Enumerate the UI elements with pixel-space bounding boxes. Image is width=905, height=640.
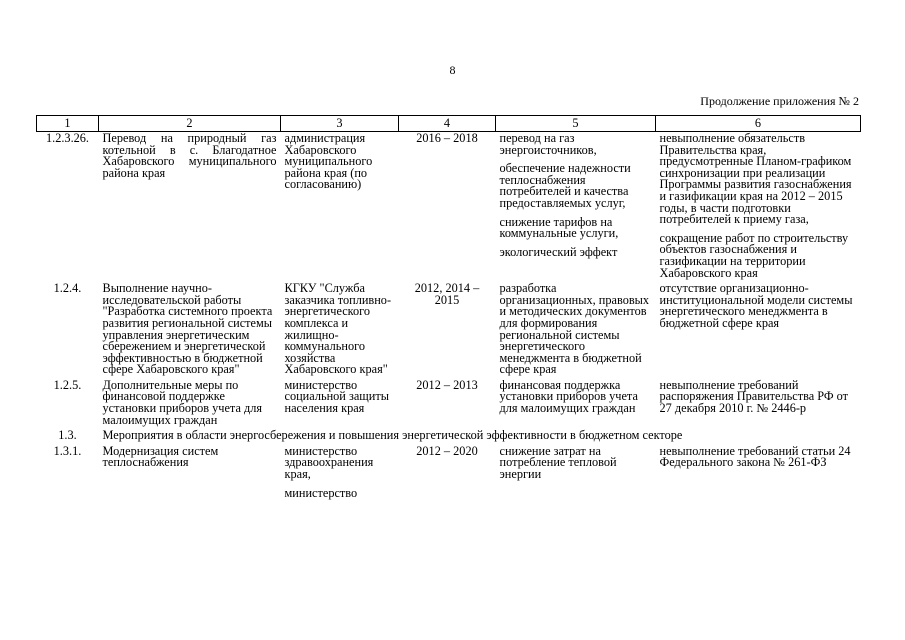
column-header: 5 <box>496 116 656 132</box>
table-row <box>37 132 861 283</box>
column-header: 1 <box>37 116 99 132</box>
consequences-cell <box>656 132 861 283</box>
section-number: 1.3. <box>58 428 77 443</box>
results-cell <box>496 379 656 429</box>
consequence-item: невыполнение требований распоряжения Правительства РФ от 27 декабря 2010 г. № 2446-р <box>659 377 849 416</box>
column-header: 4 <box>399 116 496 132</box>
section-title: Мероприятия в области энергосбережения и повышения энергетической эффективности в бюджетном секторе <box>102 428 683 443</box>
results-cell <box>496 132 656 283</box>
activity-cell: Перевод на природный газ котельной в с. Благодатное Хабаровского муниципального района края <box>102 131 277 180</box>
column-numbers-row <box>37 116 861 132</box>
period-cell: 2012 – 2013 <box>416 377 478 392</box>
result-item: экологический эффект <box>499 244 618 259</box>
results-cell <box>496 445 656 502</box>
consequence-item: сокращение работ по строительству объектов газоснабжения и газификации на территории Хабаровского края <box>659 230 849 280</box>
activity-cell: Модернизация систем теплоснабжения <box>102 443 219 470</box>
column-header: 6 <box>656 116 861 132</box>
consequences-cell <box>656 445 861 502</box>
page-number: 8 <box>449 63 456 77</box>
activity-cell: Выполнение научно-исследовательской работы "Разработка системного проекта развития региональной системы управления энергетическим сбережением и энергетической эффективностью в бюджетной сфере Хабаровского края" <box>102 281 273 377</box>
result-item: разработка организационных, правовых и методических документов для формирования региональной системы энергетического менеджмента в бюджетной сфере края <box>499 281 650 377</box>
section-row <box>37 429 861 445</box>
result-item: снижение затрат на потребление тепловой энергии <box>499 443 617 482</box>
column-header: 3 <box>281 116 399 132</box>
consequence-item: невыполнение требований статьи 24 Федерального закона № 261-ФЗ <box>659 443 851 470</box>
results-cell <box>496 282 656 379</box>
consequence-item: отсутствие организационно-институциональной модели системы энергетического менеджмента в бюджетной сфере края <box>659 281 853 330</box>
executor-text: министерство социальной защиты населения края <box>284 377 389 416</box>
consequences-cell <box>656 282 861 379</box>
continuation-label: Продолжение приложения № 2 <box>700 94 859 108</box>
result-item: снижение тарифов на коммунальные услуги, <box>499 214 619 241</box>
column-header: 2 <box>99 116 281 132</box>
executor-text: КГКУ "Служба заказчика топливно-энергетического комплекса и жилищно-коммунального хозяйства Хабаровского края" <box>284 281 392 377</box>
table-row <box>37 282 861 379</box>
consequences-cell <box>656 379 861 429</box>
period-cell: 2012 – 2020 <box>416 443 478 458</box>
executor-text: администрация Хабаровского муниципального района края (по согласованию) <box>284 131 373 192</box>
result-item: обеспечение надежности теплоснабжения потребителей и качества предоставляемых услуг, <box>499 161 631 210</box>
table-row <box>37 379 861 429</box>
activities-table <box>36 115 861 502</box>
executor-text: министерство <box>284 485 358 500</box>
executor-cell <box>281 445 399 502</box>
table-row <box>37 445 861 502</box>
executor-cell <box>281 132 399 283</box>
row-number: 1.2.3.26. <box>45 131 90 145</box>
row-number: 1.2.4. <box>53 281 82 296</box>
result-item: перевод на газ энергоисточников, <box>499 131 597 157</box>
executor-cell <box>281 379 399 429</box>
consequence-item: невыполнение обязательств Правительства края, предусмотренные Планом-графиком синхронизации при реализации Программы развития газоснабжения и газификации края на 2012 – 2015 годы, в части подготовки потребителей к приему газа, <box>659 131 852 227</box>
executor-text: министерство здравоохранения края, <box>284 443 374 482</box>
executor-cell <box>281 282 399 379</box>
row-number: 1.3.1. <box>53 443 82 458</box>
period-cell: 2012, 2014 – 2015 <box>414 281 480 307</box>
result-item: финансовая поддержка установки приборов учета для малоимущих граждан <box>499 377 638 416</box>
period-cell: 2016 – 2018 <box>416 131 478 145</box>
row-number: 1.2.5. <box>53 377 82 392</box>
activity-cell: Дополнительные меры по финансовой поддержке установки приборов учета для малоимущих граждан <box>102 377 263 427</box>
